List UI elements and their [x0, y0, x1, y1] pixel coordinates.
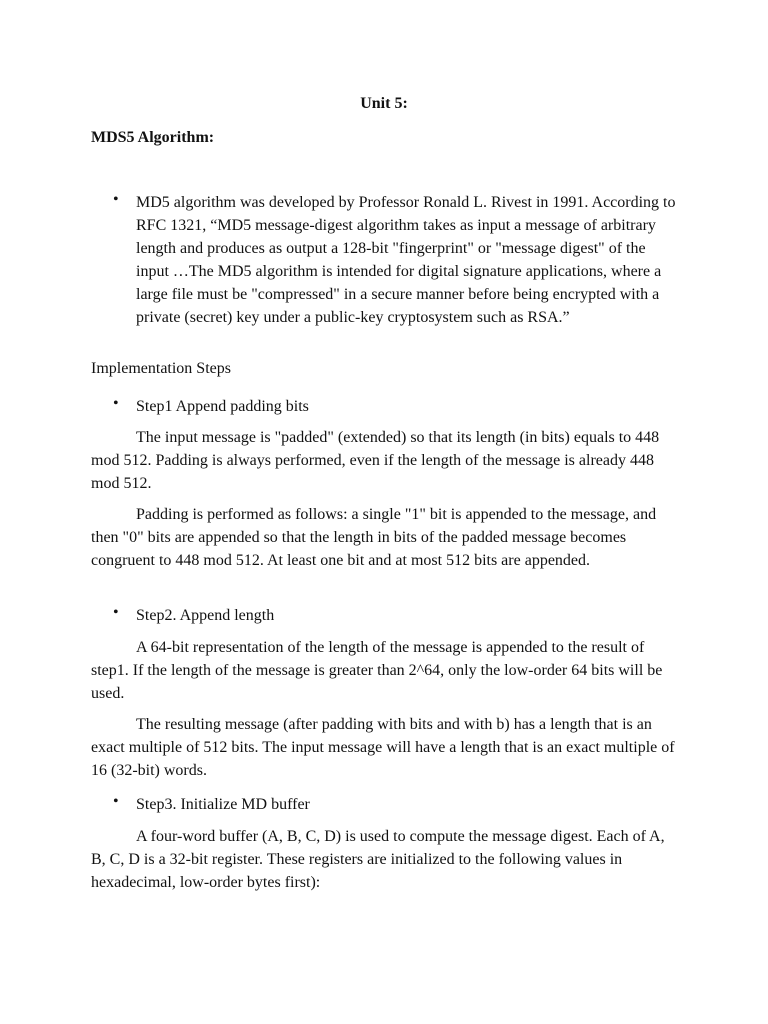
- bullet-marker: •: [113, 793, 119, 810]
- step1-paragraph-2: Padding is performed as follows: a single "1" bit is appended to the message, and then "0" bits are appended so that the length in bits of the padded message becomes congruent to 448 mod 512. At least one bit and at most 512 bits are appended.: [91, 506, 657, 569]
- bullet-marker: •: [113, 604, 119, 621]
- step2-paragraph-1: A 64-bit representation of the length of the message is appended to the result of step1. If the length of the message is greater than 2^64, only the low-order 64 bits will be used.: [91, 639, 663, 702]
- step1-title: Step1 Append padding bits: [136, 398, 309, 415]
- bullet-marker: •: [113, 191, 119, 208]
- unit-title: Unit 5:: [360, 95, 408, 112]
- step2-paragraph-2: The resulting message (after padding with bits and with b) has a length that is an exact multiple of 512 bits. The input message will have a length that is an exact multiple of 16 (32-bit) words.: [91, 716, 675, 779]
- implementation-heading: Implementation Steps: [91, 360, 231, 377]
- step1-paragraph-1: The input message is "padded" (extended) so that its length (in bits) equals to 448 mod 512. Padding is always performed, even if the length of the message is already 448 mod 512.: [91, 429, 660, 492]
- step2-title: Step2. Append length: [136, 607, 275, 624]
- step3-title: Step3. Initialize MD buffer: [136, 796, 310, 813]
- intro-paragraph: MD5 algorithm was developed by Professor Ronald L. Rivest in 1991. According to RFC 1321, “MD5 message-digest algorithm takes as input a message of arbitrary length and produces as output a 128-bit "fingerprint" or "message digest" of the input …The MD5 algorithm is intended for digital signature applications, where a large file must be "compressed" in a secure manner before being encrypted with a private (secret) key under a public-key cryptosystem such as RSA.”: [136, 194, 676, 326]
- section-title: MDS5 Algorithm:: [91, 129, 215, 146]
- bullet-marker: •: [113, 395, 119, 412]
- step3-paragraph-1: A four-word buffer (A, B, C, D) is used to compute the message digest. Each of A, B, C, D is a 32-bit register. These registers are initialized to the following values in hexadecimal, low-order bytes first):: [91, 828, 665, 891]
